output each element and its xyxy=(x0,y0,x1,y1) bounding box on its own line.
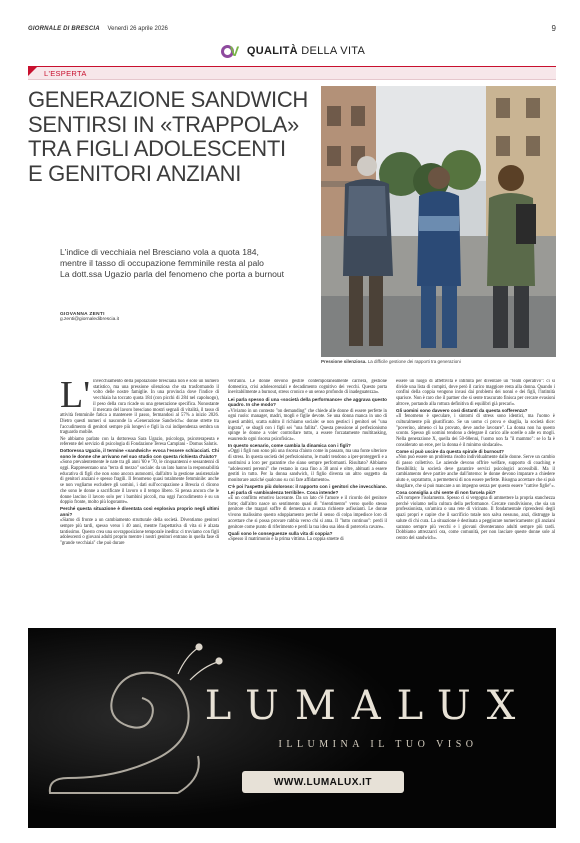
kicker-bar xyxy=(28,66,556,80)
interview-answer: «È un conflitto emotivo lacerante. Da un lato c'è l'amore e il ricordo del genitore forte; dall'altro nasce un sentimento quasi di "risentimento" verso quello stesso genitore che magari soffre di demenza o avanza richieste asfissianti. Le donne vivono malissimo questo sdoppiamento perché il senso di colpa impedisce loro di accettare che si possa provare rabbia verso chi si ama. Il "lutto continuo": perdi il genitore come punto di riferimento e perdi la tua idea sua idea di potercela cavare». xyxy=(228,496,387,530)
ad-url-button[interactable]: WWW.LUMALUX.IT xyxy=(242,771,404,793)
headline-line: E GENITORI ANZIANI xyxy=(28,160,242,186)
interview-answer: «Oggi i figli non sono più una risorsa d'aiuto come in passato, ma una fonte ulteriore di stress. In questa società del perfezionismo, le madri tendono a iper-proteggerli e a sostituirsi a loro per garantire che siano sempre performanti. Risultato? Abbiamo "adolescenti perenni" che restano in casa fino a 30 anni e oltre, abituati a essere gestiti in tutto. Per la donna sandwich, il figlio diventa un altro soggetto da monitorare anziché qualcuno su cui fare affidamento». xyxy=(228,449,387,483)
subhead-line: La dott.ssa Ugazio parla del fenomeno che porta a burnout xyxy=(60,269,285,279)
photo-caption xyxy=(321,359,556,364)
article-photo xyxy=(321,86,556,357)
interview-answer: «Siamo di fronte a un cambiamento strutturale della società. Diventiamo genitori sempre più tardi, spesso verso i 40 anni, mentre l'aspettativa di vita si è alzata tantissimo. Questo crea una sovrapposizione temporale inedita: ci troviamo con figli adolescenti o giovani adulti proprio mentre i nostri genitori entrano in quella fase di "grande vecchiaia" che può durare xyxy=(60,518,219,547)
subhead-line: L'indice di vecchiaia nel Bresciano vola a quota 184, xyxy=(60,247,259,257)
subheadline xyxy=(60,247,322,280)
interview-answer: «Sono prevalentemente le nate tra gli anni '60 e '70, le cinquantenni e sessantenni di oggi. Rappresentano una "terra di mezzo" sociale: da un lato hanno la responsabilità educativa di figli che non sono ancora autonomi, dall'altro la gestione assistenziale di genitori anziani e spesso fragili. Il fenomeno quasi totalmente femminile: anche se non vogliamo escludere gli uomini, i dati sull'occupazione a Brescia ci dicono che sono le donne a sacrificare il lavoro o il tempo libero. Si pensa ancora che le donne lascino il lavoro solo per i bambini piccoli, ma oggi l'accudimento è su un doppio fronte, molto più logorante». xyxy=(60,460,219,506)
author-name: GIOVANNA ZENTI xyxy=(60,312,105,317)
drop-cap: L' xyxy=(60,379,91,416)
article-paragraph: Ne abbiamo parlato con la dottoressa Sara Ugazio, psicologa, psicoterapeuta e referente del servizio di psicologia di Fondazione Teresa Camplani - Domus Salutis. xyxy=(60,436,219,448)
article-column-1 xyxy=(60,379,219,625)
article-column-3 xyxy=(396,379,555,625)
headline-line: TRA FIGLI ADOLESCENTI xyxy=(28,136,286,161)
headline xyxy=(28,88,318,186)
interview-question: Come si può uscire da questa spirale di burnout? xyxy=(396,448,504,454)
interview-answer: «Viviamo in un contesto "on demanding" che chiede alle donne di essere perfette in ogni ruolo: manager, madri, mogli e figlie devote. Se una donna manca in uno di questi ambiti, scatta subito il richiamo sociale: se non gestisci i genitori sei "una ingrata", se sbagli con i figli sei "una fallita". Questa pressione al perfezionismo spinge le donne a voler controllare tutto, a essere forzatamente multitasking, esaurendo ogni risorsa psicofisica». xyxy=(228,408,387,443)
interview-question: In questo scenario, come cambia la dinamica con i figli? xyxy=(228,443,351,449)
subhead-line: mentre il tasso di occupazione femminile resta al palo xyxy=(60,258,264,268)
kicker-triangle-icon xyxy=(28,67,37,76)
byline xyxy=(60,312,119,322)
interview-answer: «Di rompere l'isolamento. Spesso ci si vergogna di ammettere la propria stanchezza perché violamo nella cultura della performance. Cercate condivisione, che sia un professionista, un'amica o una rete di vicinato. Il fondamentale riprendersi degli spazi propri e capire che il sacrificio totale non salva nessuno, anzi, distrugge la salute di chi cura. La situazione è destinata a peggiorare numericamente: gli anziani saranno sempre più vecchi e i giovani diventeranno adulti sempre più tardi. Dobbiamo attrezzarci ora, come comunità, per non lasciare queste donne sole al centro del sandwich». xyxy=(396,496,555,541)
headline-line: GENERAZIONE SANDWICH xyxy=(28,87,309,112)
newspaper-name: GIORNALE DI BRESCIA xyxy=(28,26,100,32)
interview-question: Quali sono le conseguenze sulla vita di coppia? xyxy=(228,530,333,536)
article-column-2 xyxy=(228,379,387,625)
caption-text: La difficile gestione dei rapporti tra generazioni xyxy=(367,359,461,364)
section-title-light: DELLA VITA xyxy=(301,45,366,57)
article-paragraph: vent'anni. Le donne devono gestire contemporaneamente carriera, gestione domestica, crisi adolescenziali e decadimento cognitivo dei vecchi. Questo porta inevitabilmente a burnout, stress cronico e un senso profondo di inadeguatezza». xyxy=(228,379,387,396)
article-body xyxy=(60,379,556,625)
interview-answer: «Il fenomeno è speculare, i sintomi di stress sono identici, ma l'uomo è culturalmente più giustificato. Se un uomo ci prova e sbaglia, la società dice: "poverino, almeno ci ha provato, deve anche lavorare". La donna non ha questo sconto. Spesso gli uomini tendono a delegare il carico alle sorelle o alle ex mogli. Nella generazione X, quella dei 50-60enni, l'uomo non fa "il mammo": se lo fa è considerato un eroe, per la donna è il minimo sindacale». xyxy=(396,414,555,448)
section-title xyxy=(247,45,365,57)
author-email[interactable]: g.zenti@giornaledibrescia.it xyxy=(60,317,119,322)
interview-answer: «Spesso il matrimonio è la prima vittima. La coppia smette di xyxy=(228,536,344,542)
article-paragraph: L' invecchiamento della popolazione bresciana non è solo un numero statistico, ma una pressione silenziosa che sta trasformando il volto delle nostre famiglie. In una provincia dove l'indice di vecchiaia ha toccato quota 184 (con picchi di 284 nel capoluogo), il peso della cura ricade su una generazione specifica. Nonostante il mercato del lavoro bresciano mostri segnali di vitalità, il tasso di attività femminile fatica a mantenere il passo, fermandosi al 57% a inizio 2026. Dietro questi numeri si nasconde la «Generazione Sandwich»: donne strette tra l'accudimento di genitori sempre più longevi e figli la cui indipendenza sembra un traguardo mobile. xyxy=(60,379,219,436)
interview-question: Dottoressa Ugazio, il termine «sandwich» evoca l'essere schiacciati. Chi sono le donne che arrivano nel suo studio con questa richiesta d'aiuto? xyxy=(60,448,219,460)
masthead xyxy=(28,26,556,40)
interview-question: Gli uomini sono davvero così distanti da questa sofferenza? xyxy=(396,408,528,414)
interview-question: Perché questa situazione è diventata così esplosiva proprio negli ultimi anni? xyxy=(60,506,219,518)
ad-tagline: ILLUMINA IL TUO VISO xyxy=(278,739,478,750)
article-paragraph: essere un luogo di affettività e intimità per diventare un "team operativo": ci si divide una lista di compiti, dove però il carico maggiore resta alla donna. Quando i confini della coppia vengono invasi dai problemi dei nonni e dei figli, l'intimità sparisce. Non è raro che il partner che si sente trascurato finisca per cercare evasioni altrove, portando alla rottura definitiva di equilibri già precari». xyxy=(396,379,555,407)
page-number: 9 xyxy=(551,24,556,33)
section-header xyxy=(213,41,373,61)
interview-question: C'è poi l'aspetto più doloroso: il rapporto con i genitori che invecchiano. Lei parla di «ambivalenza terribile». Cosa intende? xyxy=(228,484,387,495)
interview-question: Cosa consiglia a chi sente di non farcela più? xyxy=(396,489,496,495)
ad-brand: LUMALUX xyxy=(204,683,532,729)
interview-question: Lei parla spesso di una «società della performance» che aggrava questo quadro. In che modo? xyxy=(228,396,387,408)
issue-date: Venerdì 26 aprile 2026 xyxy=(107,26,168,32)
kicker-label: L'ESPERTA xyxy=(44,69,87,78)
qv-logo-icon: V xyxy=(221,43,247,60)
interview-answer: «Non può essere un problema risolto individualmente dalle donne. Serve un cambio di passo collettivo. Le aziende devono offrire welfare, supporto di coaching e flessibilità; la società deve garantire servizi psicologici accessibili. Ma il cambiamento deve partire anche dall'interno: le donne devono imparare a chiedere aiuto e, soprattutto, a permettersi di non essere perfette. Bisogna accettare che si può sbagliare, che si può mancare a un impegno senza per questo essere "cattive figlie"». xyxy=(396,455,555,489)
caption-bold: Pressione silenziosa. xyxy=(321,359,367,364)
headline-line: SENTIRSI IN «TRAPPOLA» xyxy=(28,111,299,137)
lumalux-advertisement[interactable] xyxy=(28,628,556,828)
section-title-bold: QUALITÀ xyxy=(246,45,298,57)
